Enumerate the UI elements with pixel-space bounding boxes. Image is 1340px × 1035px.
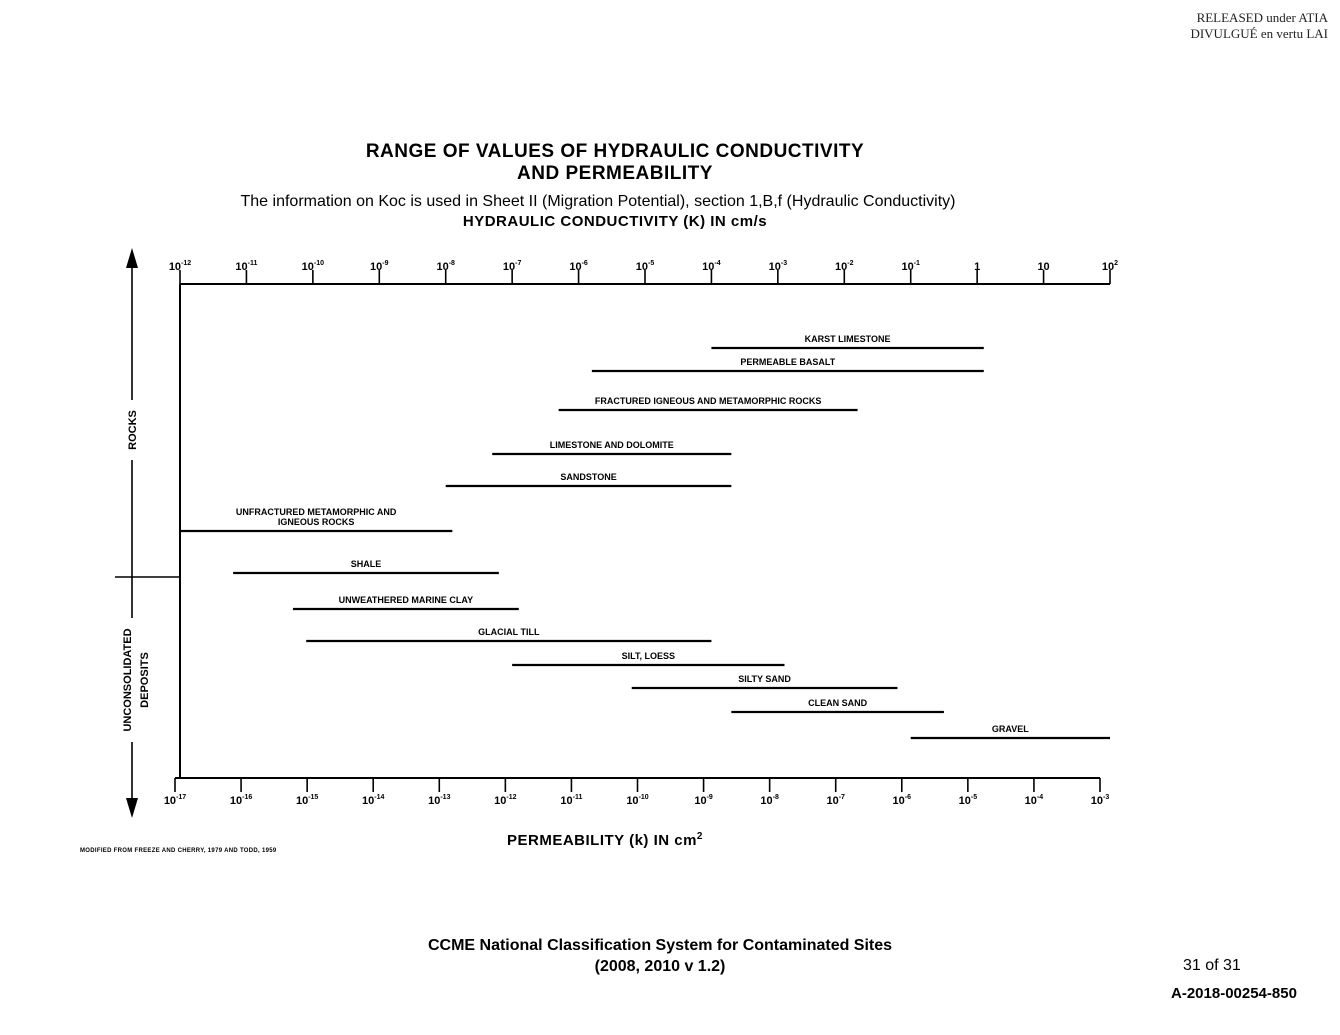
range-bar-label: FRACTURED IGNEOUS AND METAMORPHIC ROCKS [594,396,822,406]
range-bar-label: GRAVEL [991,724,1029,734]
top-axis-title: HYDRAULIC CONDUCTIVITY (K) IN cm/s [462,213,768,230]
bottom-axis-title-sup: 2 [696,831,703,842]
range-bar-label: LIMESTONE AND DOLOMITE [549,440,674,450]
range-bar-label: SILT, LOESS [621,651,675,661]
bottom-axis-tick-label: $10^{-9}$ [694,794,713,807]
top-axis-tick-label: $10^2$ [1101,260,1119,273]
bottom-axis-title [420,831,790,849]
top-axis-tick-label: $10^{-12}$ [168,260,192,273]
top-axis-tick-label: 1 [974,261,981,273]
bottom-axis-tick-label: $10^{-10}$ [626,794,649,807]
bottom-axis-tick-label: $10^{-14}$ [362,794,385,807]
top-axis-tick-label: $10^{-8}$ [436,260,455,273]
footer [360,935,960,977]
range-bar-label: PERMEABLE BASALT [740,357,836,367]
group-label-unconsolidated: UNCONSOLIDATED [122,628,134,732]
bottom-axis-tick-label: $10^{-16}$ [229,794,253,807]
range-bar-label: IGNEOUS ROCKS [277,517,355,527]
range-bar-label: SANDSTONE [560,472,617,482]
bottom-axis-tick-label: $10^{-3}$ [1090,794,1110,807]
bottom-axis-tick-label: $10^{-6}$ [892,794,912,807]
top-axis-tick-label: $10^{-6}$ [569,260,588,273]
range-bar-label: GLACIAL TILL [478,627,540,637]
bottom-axis-title-text: PERMEABILITY (k) IN cm [507,832,697,849]
release-stamp-line2: DIVULGUÉ en vertu LAI [1190,26,1328,41]
chart-title-line2: AND PERMEABILITY [517,163,713,184]
up-arrow-icon [126,248,138,268]
footer-line1: CCME National Classification System for Contaminated Sites [427,937,893,954]
chart-subtitle: The information on Koc is used in Sheet II (Migration Potential), section 1,B,f (Hydraulic Conductivity) [240,193,956,210]
range-bar-label: SHALE [350,559,382,569]
top-axis-tick-label: $10^{-9}$ [370,260,389,273]
group-label-rocks: ROCKS [127,410,139,450]
top-axis-tick-label: $10^{-1}$ [901,260,920,273]
page-number: 31 of 31 [1183,957,1241,974]
bottom-axis-tick-label: $10^{-4}$ [1024,794,1044,807]
range-bar-label: SILTY SAND [738,674,791,684]
bottom-axis-tick-label: $10^{-12}$ [494,794,517,807]
bottom-axis-tick-label: $10^{-5}$ [958,794,978,807]
bottom-axis-tick-label: $10^{-13}$ [428,794,451,807]
range-bar-label: UNFRACTURED METAMORPHIC AND [235,507,397,517]
bottom-axis-tick-label: $10^{-7}$ [826,794,845,807]
bottom-axis-tick-label: $10^{-8}$ [760,794,779,807]
source-note: MODIFIED FROM FREEZE AND CHERRY, 1979 AND TODD, 1959 [80,848,277,854]
chart-title-line1: RANGE OF VALUES OF HYDRAULIC CONDUCTIVITY [365,141,865,162]
top-axis-tick-label: 10 [1037,261,1050,273]
top-axis-tick-label: $10^{-2}$ [835,260,854,273]
top-axis-tick-label: $10^{-10}$ [301,260,325,273]
top-axis-tick-label: $10^{-4}$ [702,260,721,273]
top-axis-tick-label: $10^{-7}$ [502,260,522,273]
bottom-axis-tick-label: $10^{-17}$ [163,794,187,807]
bottom-axis-tick-label: $10^{-15}$ [295,794,319,807]
footer-line2: (2008, 2010 v 1.2) [594,958,726,975]
top-axis-tick-label: $10^{-5}$ [635,260,655,273]
document-id: A-2018-00254-850 [1171,985,1297,1002]
group-label-deposits: DEPOSITS [139,652,151,708]
range-bar-label: UNWEATHERED MARINE CLAY [338,595,474,605]
top-axis-tick-label: $10^{-3}$ [768,260,788,273]
range-bar-label: CLEAN SAND [808,698,868,708]
bottom-axis-tick-label: $10^{-11}$ [560,794,583,807]
range-bar-label: KARST LIMESTONE [804,334,891,344]
release-stamp-line1: RELEASED under ATIA [1196,10,1328,25]
down-arrow-icon [126,798,138,818]
top-axis-tick-label: $10^{-11}$ [235,260,258,273]
